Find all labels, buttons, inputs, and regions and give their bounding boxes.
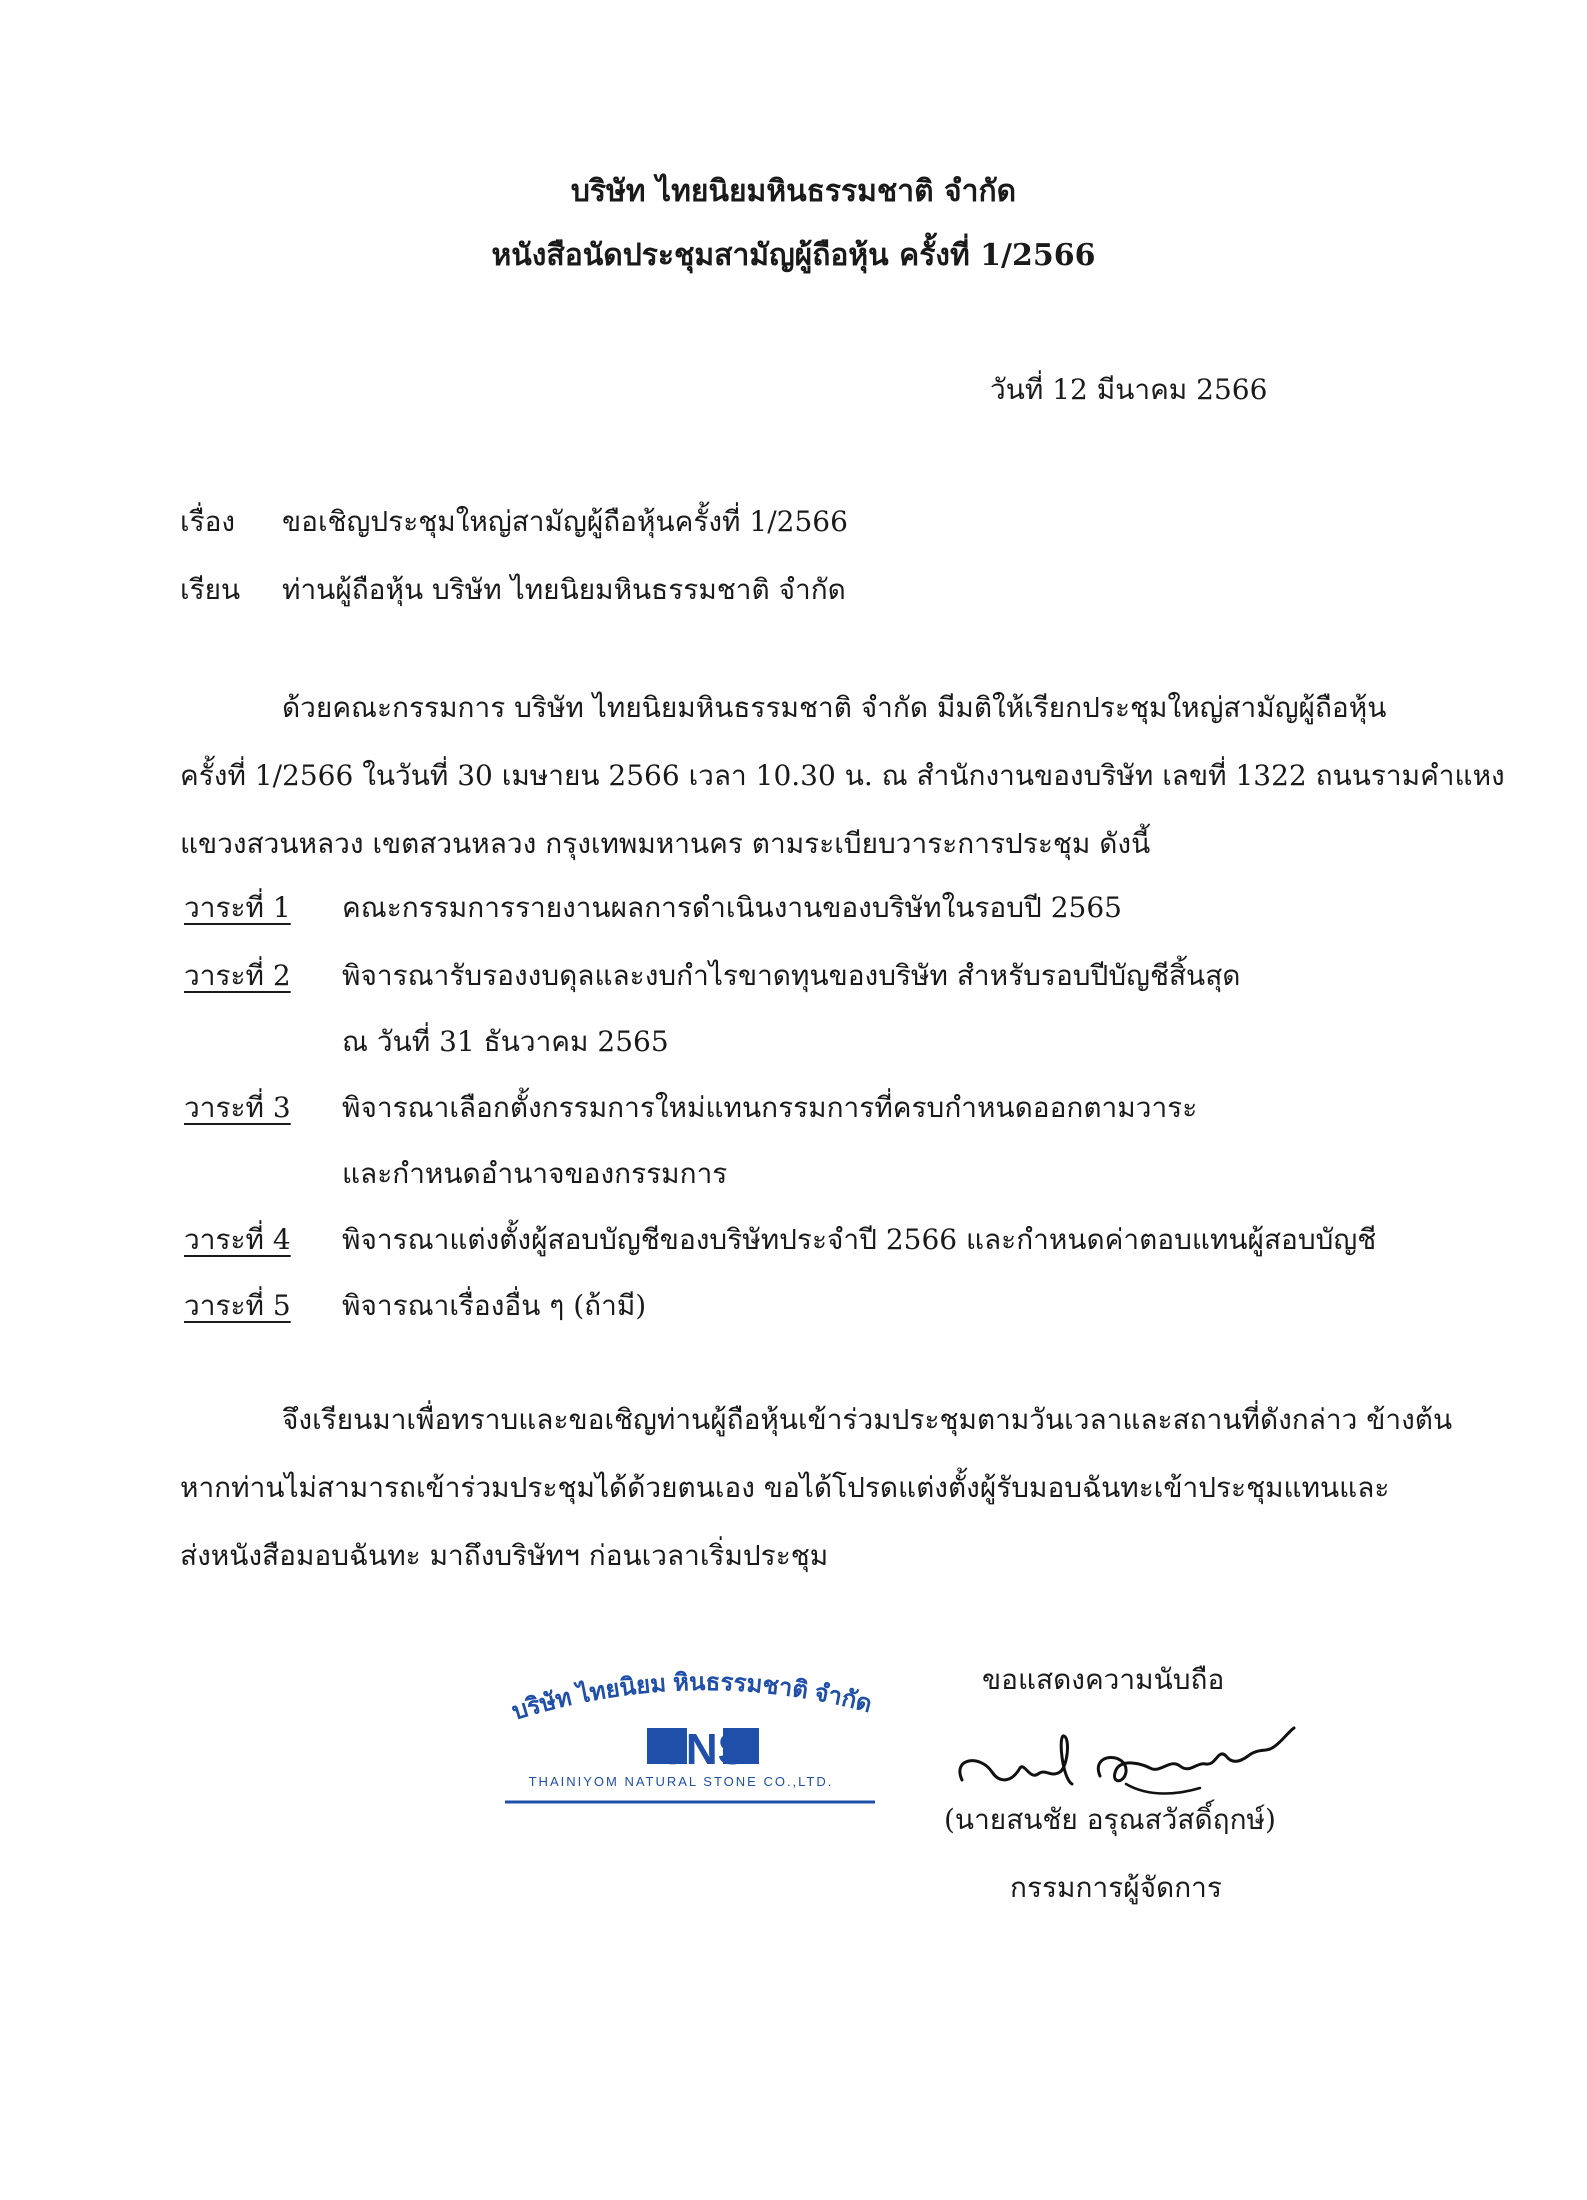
- recipient-text: ท่านผู้ถือหุ้น บริษัท ไทยนิยมหินธรรมชาติ จำกัด: [282, 573, 846, 606]
- agenda-text-3b: และกำหนดอำนาจของกรรมการ: [342, 1157, 728, 1190]
- closing-line-2: หากท่านไม่สามารถเข้าร่วมประชุมได้ด้วยตนเอง ขอได้โปรดแต่งตั้งผู้รับมอบฉันทะเข้าประชุมแทนและ: [180, 1471, 1390, 1504]
- company-stamp: [495, 1658, 915, 1808]
- stamp-english-text: THAINIYOM NATURAL STONE CO.,LTD.: [528, 1774, 834, 1789]
- closing-line-1: จึงเรียนมาเพื่อทราบและขอเชิญท่านผู้ถือหุ้นเข้าร่วมประชุมตามวันเวลาและสถานที่ดังกล่าว ข้างต้น: [282, 1403, 1453, 1436]
- agenda-label-1: วาระที่ 1: [184, 891, 291, 924]
- closing-line-3: ส่งหนังสือมอบฉันทะ มาถึงบริษัทฯ ก่อนเวลาเริ่มประชุม: [180, 1539, 829, 1572]
- agenda-label-4: วาระที่ 4: [184, 1223, 291, 1256]
- stamp-arc-text: บริษัท ไทยนิยม หินธรรมชาติ จำกัด: [508, 1668, 875, 1726]
- intro-line-2: ครั้งที่ 1/2566 ในวันที่ 30 เมษายน 2566 เวลา 10.30 น. ณ สำนักงานของบริษัท เลขที่ 1322 ถนนรามคำแหง: [180, 759, 1505, 792]
- intro-line-1: ด้วยคณะกรรมการ บริษัท ไทยนิยมหินธรรมชาติ จำกัด มีมติให้เรียกประชุมใหญ่สามัญผู้ถือหุ้น: [282, 691, 1387, 724]
- signer-name: (นายสนชัย อรุณสวัสดิ์ฤกษ์): [944, 1803, 1276, 1836]
- agenda-text-5: พิจารณาเรื่องอื่น ๆ (ถ้ามี): [342, 1289, 647, 1322]
- letter-title: หนังสือนัดประชุมสามัญผู้ถือหุ้น ครั้งที่ 1/2566: [491, 238, 1096, 273]
- agenda-label-5: วาระที่ 5: [184, 1289, 291, 1322]
- intro-line-3: แขวงสวนหลวง เขตสวนหลวง กรุงเทพมหานคร ตามระเบียบวาระการประชุม ดังนี้: [180, 827, 1151, 860]
- subject-label: เรื่อง: [180, 505, 236, 538]
- agenda-label-2: วาระที่ 2: [184, 959, 291, 992]
- regards-text: ขอแสดงความนับถือ: [982, 1663, 1225, 1696]
- signer-position: กรรมการผู้จัดการ: [1010, 1871, 1222, 1904]
- agenda-text-2b: ณ วันที่ 31 ธันวาคม 2565: [342, 1025, 669, 1058]
- company-name: บริษัท ไทยนิยมหินธรรมชาติ จำกัด: [570, 174, 1017, 209]
- agenda-text-4: พิจารณาแต่งตั้งผู้สอบบัญชีของบริษัทประจำปี 2566 และกำหนดค่าตอบแทนผู้สอบบัญชี: [342, 1223, 1377, 1256]
- company-stamp-graphic: [495, 1658, 915, 1808]
- agenda-text-1: คณะกรรมการรายงานผลการดำเนินงานของบริษัทในรอบปี 2565: [342, 891, 1122, 924]
- subject-text: ขอเชิญประชุมใหญ่สามัญผู้ถือหุ้นครั้งที่ 1/2566: [282, 505, 848, 538]
- agenda-label-3: วาระที่ 3: [184, 1091, 291, 1124]
- stamp-logo-text: TNS: [659, 1725, 747, 1774]
- agenda-text-2a: พิจารณารับรองงบดุลและงบกำไรขาดทุนของบริษัท สำหรับรอบปีบัญชีสิ้นสุด: [342, 959, 1241, 992]
- agenda-text-3a: พิจารณาเลือกตั้งกรรมการใหม่แทนกรรมการที่ครบกำหนดออกตามวาระ: [342, 1091, 1198, 1124]
- recipient-label: เรียน: [180, 573, 241, 606]
- letter-date: วันที่ 12 มีนาคม 2566: [990, 373, 1268, 406]
